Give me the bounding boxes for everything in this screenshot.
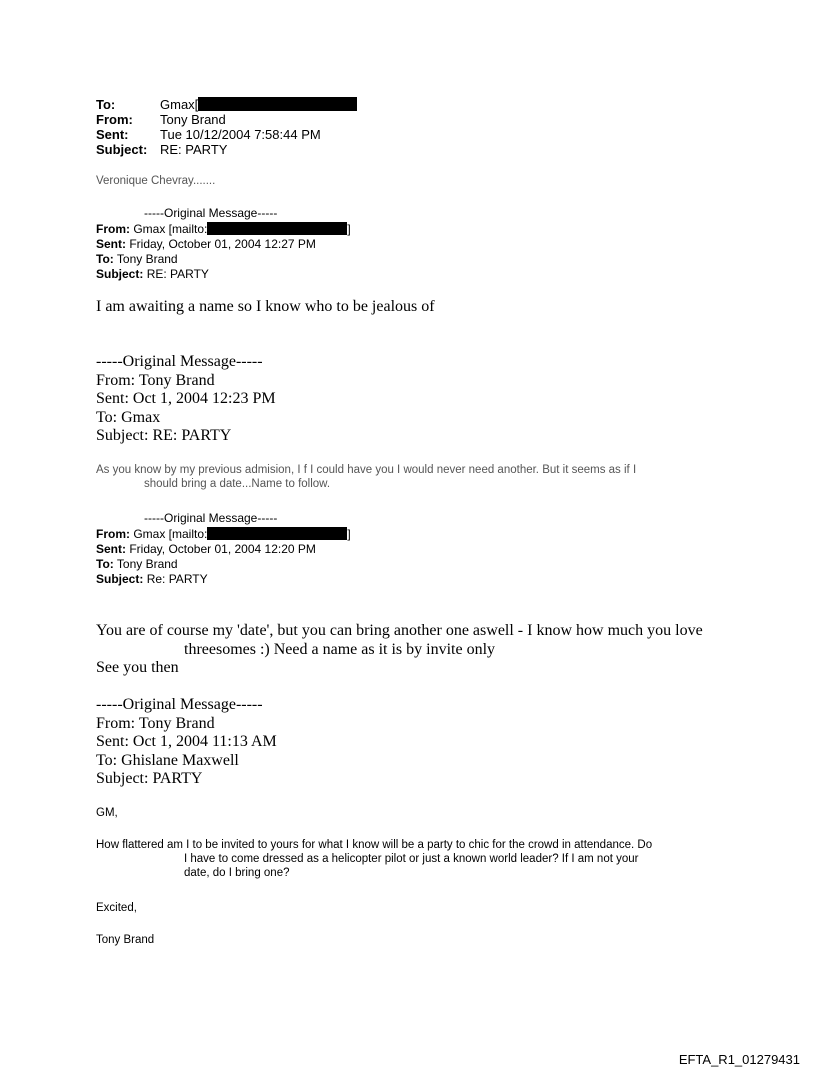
orig3-subject-row: Subject: Re: PARTY — [96, 572, 208, 586]
orig2-subject: Subject: RE: PARTY — [96, 427, 232, 444]
from-label: From: — [96, 112, 133, 127]
to-value: Gmax[ — [160, 97, 199, 112]
orig2-divider: -----Original Message----- — [96, 353, 263, 370]
original-message-divider: -----Original Message----- — [144, 206, 278, 220]
redaction-bar — [198, 97, 357, 111]
redaction-bar — [207, 527, 347, 540]
message-body: I am awaiting a name so I know who to be jealous of — [96, 298, 435, 315]
message-body: You are of course my 'date', but you can bring another one aswell - I know how much you love threesomes :) Need a name as it is by invite only See you then — [96, 622, 703, 676]
to-label: To: — [96, 97, 116, 112]
email-header — [96, 97, 496, 159]
orig4-from: From: Tony Brand — [96, 714, 215, 732]
document-id-stamp: EFTA_R1_01279431 — [678, 1052, 800, 1067]
subject-label: Subject: — [96, 142, 148, 157]
orig1-to-row: To: Tony Brand — [96, 252, 178, 266]
subject-value: RE: PARTY — [160, 142, 228, 157]
signoff: Tony Brand — [96, 934, 155, 946]
orig4-sent: Sent: Oct 1, 2004 11:13 AM — [96, 733, 277, 750]
orig2-sent: Sent: Oct 1, 2004 12:23 PM — [96, 390, 276, 407]
sent-label: Sent: — [96, 127, 129, 142]
original-message-header — [96, 353, 276, 446]
orig1-from-row: From: Gmax [mailto: ] — [96, 222, 351, 236]
orig4-to: To: Ghislane Maxwell — [96, 751, 239, 769]
message-body: As you know by my previous admision, I f I could have you I would never need another. But it seems as if I should bring a date...Name to follow. — [96, 464, 637, 490]
orig2-to: To: Gmax — [96, 408, 161, 426]
greeting: GM, — [96, 807, 118, 819]
original-message-header — [96, 696, 277, 789]
redaction-bar — [207, 222, 347, 235]
original-message-header — [96, 222, 351, 282]
sent-value: Tue 10/12/2004 7:58:44 PM — [160, 127, 321, 142]
orig1-sent-row: Sent: Friday, October 01, 2004 12:27 PM — [96, 237, 316, 251]
original-message-header — [96, 527, 351, 587]
orig3-from-row: From: Gmax [mailto: ] — [96, 527, 351, 541]
orig4-subject: Subject: PARTY — [96, 770, 203, 787]
orig1-subject-row: Subject: RE: PARTY — [96, 267, 209, 281]
orig4-divider: -----Original Message----- — [96, 696, 263, 713]
orig2-from: From: Tony Brand — [96, 371, 215, 389]
from-value: Tony Brand — [160, 112, 226, 127]
original-message-divider: -----Original Message----- — [144, 511, 278, 525]
orig3-sent-row: Sent: Friday, October 01, 2004 12:20 PM — [96, 542, 316, 556]
orig3-to-row: To: Tony Brand — [96, 557, 178, 571]
closing: Excited, — [96, 902, 137, 914]
message-body: How flattered am I to be invited to yours for what I know will be a party to chic for the crowd in attendance. Do I have to come dressed as a helicopter pilot or just a known world leader? If I am not your date, do I bring one? — [96, 839, 653, 879]
signature-line: Veronique Chevray....... — [96, 175, 216, 187]
